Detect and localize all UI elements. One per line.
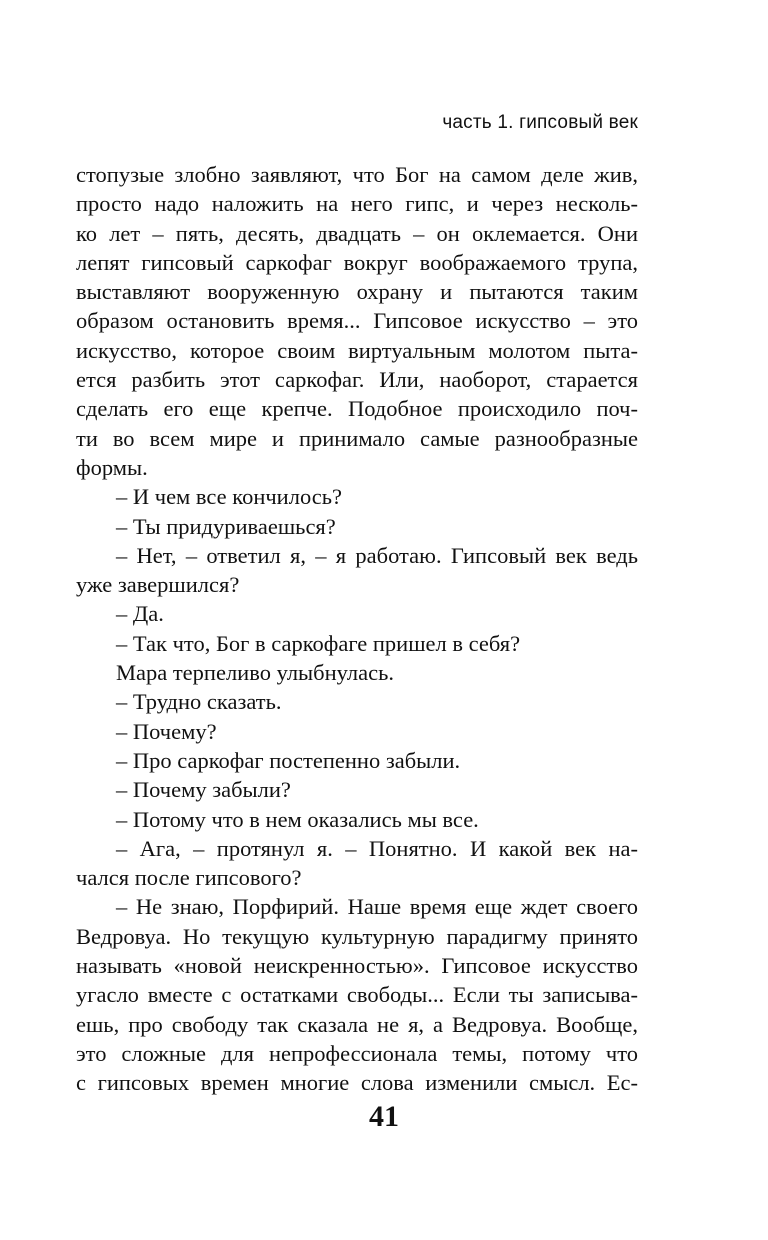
page-number: 41 [369,1100,399,1133]
text-line: выставляют вооруженную охрану и пытаются таким [76,279,638,305]
text-line: ти во всем мире и принимало самые разнообразные [76,425,638,451]
text-line: – И чем все кончилось? [116,484,342,510]
text-line: просто надо наложить на него гипс, и через несколь- [76,191,638,217]
text-line: ешь, про свободу так сказала не я, а Ведровуа. Вообще, [76,1011,638,1037]
text-line: называть «новой неискренностью». Гипсовое искусство [76,953,638,979]
text-line: – Ага, – протянул я. – Понятно. И какой век на- [116,835,638,861]
body-text [76,160,638,1098]
text-line: чался после гипсового? [76,865,302,891]
text-line: угасло вместе с остатками свободы... Если ты записыва- [76,982,638,1008]
text-line: Мара терпеливо улыбнулась. [116,660,395,686]
text-line: – Так что, Бог в саркофаге пришел в себя? [116,630,521,656]
text-line: – Про саркофаг постепенно забыли. [116,747,461,773]
text-line: ется разбить этот саркофаг. Или, наоборот, старается [76,367,638,393]
text-line: – Потому что в нем оказались мы все. [116,806,479,832]
text-line: сделать его еще крепче. Подобное происходило поч- [76,396,638,422]
text-line: – Трудно сказать. [116,689,282,715]
text-line: – Да. [116,601,164,627]
text-line: – Нет, – ответил я, – я работаю. Гипсовый век ведь [116,542,638,568]
text-line: уже завершился? [76,572,240,598]
text-line: – Почему? [116,718,217,744]
text-line: искусство, которое своим виртуальным молотом пыта- [76,337,638,363]
text-line: – Почему забыли? [116,777,291,803]
text-line: стопузые злобно заявляют, что Бог на самом деле жив, [76,162,638,187]
text-line: – Не знаю, Порфирий. Наше время еще ждет своего [116,894,638,920]
running-head: часть 1. гипсовый век [442,112,638,133]
text-line: образом остановить время... Гипсовое искусство – это [76,308,638,334]
text-line: ко лет – пять, десять, двадцать – он оклемается. Они [76,220,638,246]
text-line: с гипсовых времен многие слова изменили смысл. Ес- [76,1070,638,1096]
text-line: формы. [76,454,148,480]
text-line: лепят гипсовый саркофаг вокруг воображаемого трупа, [76,249,638,275]
text-line: это сложные для непрофессионала темы, потому что [76,1040,638,1066]
text-line: – Ты придуриваешься? [116,513,336,539]
text-line: Ведровуа. Но текущую культурную парадигму принято [76,923,638,949]
